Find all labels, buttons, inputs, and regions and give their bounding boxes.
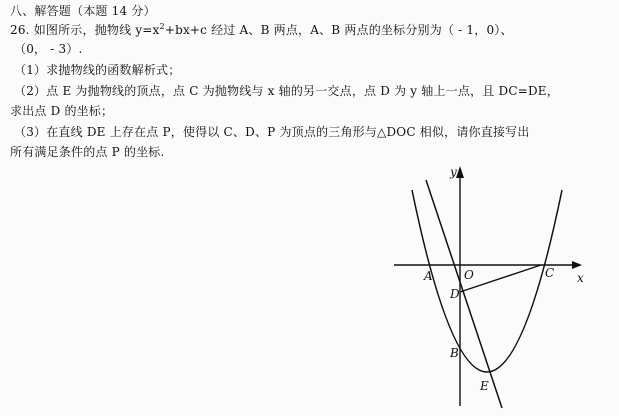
question-2-text-a: （2）点 E 为抛物线的顶点，点 C 为抛物线与 x 轴的另一交点，点 D 为 y 轴上一点，且 DC=DE， — [14, 84, 559, 98]
problem-line2-text: （0， - 3）. — [14, 42, 83, 56]
label-point-a: A — [424, 269, 433, 283]
question-3-text-b: 所有满足条件的点 P 的坐标. — [10, 145, 165, 159]
label-point-d: D — [450, 287, 460, 301]
section-heading — [10, 4, 156, 18]
question-2-line-2 — [10, 104, 113, 118]
parabola-curve — [412, 190, 562, 372]
problem-statement-line-1 — [10, 23, 513, 37]
question-2-line-1 — [14, 84, 559, 98]
section-heading-text: 八、解答题（本题 14 分） — [10, 4, 156, 18]
question-2-text-b: 求出点 D 的坐标； — [10, 104, 114, 118]
problem-statement-line-2 — [14, 42, 83, 56]
question-3-text-a: （3）在直线 DE 上存在点 P，使得以 C、D、P 为顶点的三角形与△DOC 相似，请你直接写出 — [14, 125, 530, 139]
label-y-axis: y — [450, 165, 457, 179]
question-3-line-1 — [14, 125, 530, 139]
label-x-axis: x — [577, 271, 584, 285]
parabola-figure — [388, 160, 598, 412]
label-point-e: E — [480, 379, 489, 393]
x-axis-arrow — [572, 261, 582, 269]
question-3-line-2 — [10, 145, 165, 159]
label-point-b: B — [450, 346, 459, 360]
question-1 — [14, 63, 180, 77]
y-axis-arrow — [456, 166, 464, 178]
label-point-o: O — [464, 268, 474, 282]
exponent: 2 — [159, 22, 165, 31]
label-point-c: C — [545, 266, 555, 280]
problem-line1-prefix: 26. 如图所示，抛物线 y=x — [10, 23, 160, 37]
question-1-text: （1）求抛物线的函数解析式； — [14, 63, 181, 77]
problem-line1-suffix: +bx+c 经过 A、B 两点，A、B 两点的坐标分别为（ - 1，0）、 — [164, 23, 513, 37]
